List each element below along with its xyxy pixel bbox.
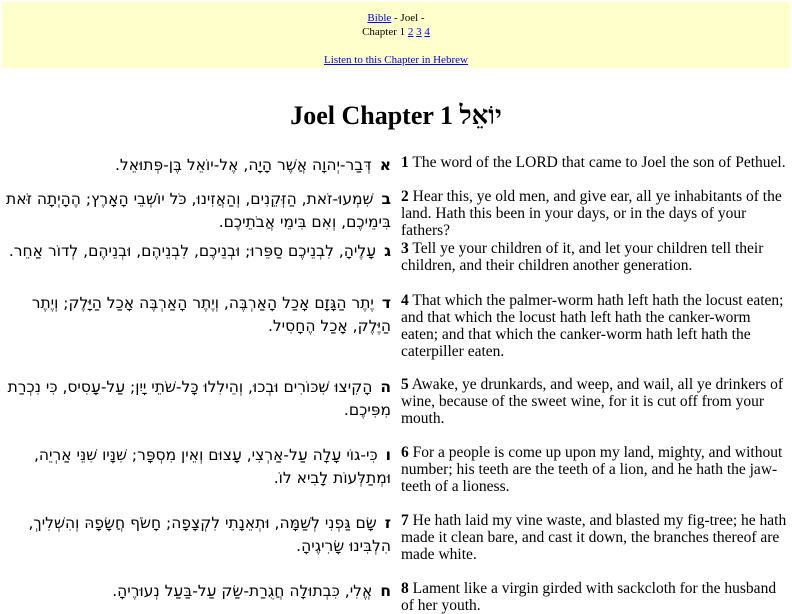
page-title-english: Joel Chapter 1	[290, 101, 453, 130]
english-verse-cell	[395, 234, 788, 286]
hebrew-verse-cell	[0, 148, 395, 182]
hebrew-verse-cell	[0, 370, 395, 438]
verse-row	[0, 370, 792, 438]
english-verse-cell	[395, 286, 788, 370]
hebrew-verse-number: ח	[380, 582, 391, 600]
english-verse-number: 6	[401, 444, 409, 461]
english-verse-cell	[395, 574, 788, 614]
english-verse-number: 1	[401, 154, 409, 171]
page-title-hebrew: יוֹאֵל	[459, 101, 502, 131]
english-verse-cell	[395, 148, 788, 182]
verse-row	[0, 286, 792, 370]
top-navigation-bar	[2, 2, 790, 68]
hebrew-verse-text: שִׁמְעוּ-זֹאת, הַזְּקֵנִים, וְהַאֲזִינוּ, כֹּל יוֹשְׁבֵי הָאָרֶץ; הֶהָיְתָה זֹּאת בִּימֵיכֶם, וְאִם בִּימֵי אֲבֹתֵיכֶם.	[6, 190, 391, 231]
chapter-4-link[interactable]: 4	[424, 26, 430, 38]
chapter-2-link[interactable]: 2	[407, 26, 414, 38]
verse-row	[0, 182, 792, 239]
english-verse-number: 8	[401, 580, 409, 597]
bible-link[interactable]: Bible	[367, 12, 392, 24]
hebrew-verse-cell	[0, 286, 395, 370]
hebrew-verse-text: יֶתֶר הַגָּזָם אָכַל הָאַרְבֶּה, וְיֶתֶר הָאַרְבֶּה אָכַל הַיָּלֶק; וְיֶתֶר הַיֶּלֶק, אָכַל הֶחָסִיל.	[31, 294, 391, 335]
english-verse-text: The word of the LORD that came to Joel the son of Pethuel.	[412, 154, 786, 171]
hebrew-verse-cell	[0, 438, 395, 506]
hebrew-verse-cell	[0, 182, 395, 234]
chapter-3-link[interactable]: 3	[416, 26, 422, 38]
hebrew-verse-cell	[0, 574, 395, 614]
verse-table	[0, 148, 792, 614]
verse-row	[0, 574, 792, 614]
hebrew-verse-cell	[0, 506, 395, 574]
english-verse-number: 2	[401, 188, 409, 205]
nav-breadcrumb	[2, 11, 790, 25]
english-verse-cell	[395, 438, 788, 506]
english-verse-cell	[395, 182, 788, 239]
hebrew-verse-cell	[0, 234, 395, 286]
english-verse-number: 3	[401, 240, 409, 257]
book-name: - Joel -	[391, 12, 425, 24]
current-chapter-label: Chapter 1	[362, 26, 408, 38]
english-verse-number: 7	[401, 512, 409, 529]
listen-hebrew-link[interactable]: Listen to this Chapter in Hebrew	[324, 54, 468, 66]
english-verse-number: 5	[401, 376, 409, 393]
hebrew-verse-text: אֱלִי, כִּבְתוּלָה חֲגֻרַת-שַׂק עַל-בַּעַל נְעוּרֶיהָ.	[112, 582, 373, 600]
verse-row	[0, 506, 792, 574]
hebrew-verse-number: ה	[380, 378, 391, 396]
chapter-nav	[2, 25, 790, 39]
hebrew-verse-text: הָקִיצוּ שִׁכּוֹרִים וּבְכוּ, וְהֵילִלוּ כָּל-שֹׁתֵי יָיִן; עַל-עָסִיס, כִּי נִכְרַת מִפִּיכֶם.	[7, 378, 391, 419]
english-verse-cell	[395, 370, 788, 438]
hebrew-verse-number: ג	[384, 242, 391, 260]
english-verse-text: Hear this, ye old men, and give ear, all ye inhabitants of the land. Hath this been in your days, or in the days of your fathers?	[401, 188, 782, 239]
verse-row	[0, 234, 792, 286]
english-verse-number: 4	[401, 292, 409, 309]
hebrew-verse-text: שָׂם גַּפְנִי לְשַׁמָּה, וּתְאֵנָתִי לִקְצָפָה; חָשֹׂף חֲשָׂפָהּ וְהִשְׁלִיךְ, הִלְבִּינוּ שָׂרִיגֶיהָ.	[28, 514, 391, 555]
verse-row	[0, 438, 792, 506]
verse-row	[0, 148, 792, 182]
english-verse-cell	[395, 506, 788, 574]
hebrew-verse-number: א	[379, 156, 391, 174]
hebrew-verse-number: ז	[384, 514, 391, 532]
hebrew-verse-text: כִּי-גוֹי עָלָה עַל-אַרְצִי, עָצוּם וְאֵין מִסְפָּר; שִׁנָּיו שִׁנֵּי אַרְיֵה, וּמְתַלְּעוֹת לָבִיא לוֹ.	[33, 446, 391, 487]
hebrew-verse-number: ד	[381, 294, 391, 312]
english-verse-text: That which the palmer-worm hath left hath the locust eaten; and that which the locust hath left hath the canker-worm eaten; and that which the canker-worm hath left hath the caterpiller eaten.	[401, 292, 784, 360]
english-verse-text: Lament like a virgin girded with sackcloth for the husband of her youth.	[401, 580, 777, 614]
hebrew-verse-text: עָלֶיהָ, לִבְנֵיכֶם סַפֵּרוּ; וּבְנֵיכֶם, לִבְנֵיהֶם, וּבְנֵיהֶם, לְדוֹר אַחֵר.	[8, 242, 377, 260]
audio-nav	[2, 53, 790, 67]
english-verse-text: He hath laid my vine waste, and blasted my fig-tree; he hath made it clean bare, and cast it down, the branches thereof are made white.	[401, 512, 787, 563]
english-verse-text: For a people is come up upon my land, mighty, and without number; his teeth are the teeth of a lion, and he hath the jaw-teeth of a lioness.	[401, 444, 783, 495]
english-verse-text: Tell ye your children of it, and let your children tell their children, and their children another generation.	[401, 240, 764, 274]
page-title	[0, 96, 792, 136]
hebrew-verse-number: ו	[385, 446, 391, 464]
hebrew-verse-text: דְּבַר-יְהוָה אֲשֶׁר הָיָה, אֶל-יוֹאֵל בֶּן-פְּתוּאֵל.	[114, 156, 372, 174]
hebrew-verse-number: ב	[381, 190, 391, 208]
english-verse-text: Awake, ye drunkards, and weep, and wail, all ye drinkers of wine, because of the sweet wine, for it is cut off from your mouth.	[401, 376, 784, 427]
